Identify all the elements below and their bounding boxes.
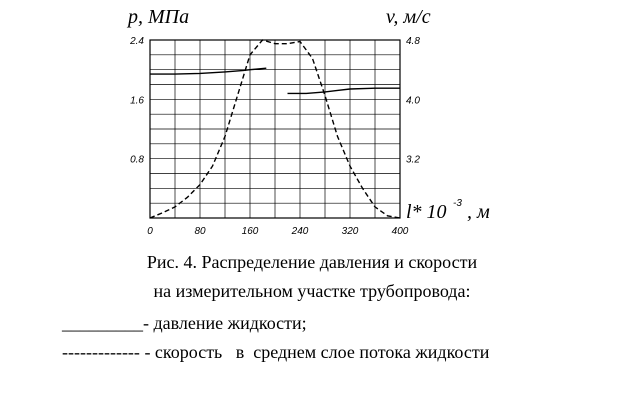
y-left-axis-title: p, МПа bbox=[128, 6, 190, 28]
x-tick-label: 160 bbox=[241, 226, 259, 237]
x-tick-label: 80 bbox=[194, 226, 206, 237]
y-right-tick-label: 3.2 bbox=[406, 154, 420, 166]
figure-caption-line-2: на измерительном участке трубопровода: bbox=[153, 281, 471, 301]
x-tick-label: 320 bbox=[341, 226, 359, 237]
y-left-tick-label: 1.6 bbox=[130, 95, 144, 107]
legend-velocity-text: - скорость в среднем слое потока жидкости bbox=[139, 342, 490, 362]
pressure-line-2 bbox=[288, 88, 401, 93]
legend-pressure-symbol: _________ bbox=[62, 313, 143, 333]
pressure-line-1 bbox=[150, 68, 266, 74]
x-tick-label: 240 bbox=[291, 226, 309, 237]
y-left-tick-label: 2.4 bbox=[130, 36, 144, 47]
legend-velocity-symbol: ------------- bbox=[62, 342, 140, 362]
x-tick-label: 0 bbox=[147, 226, 153, 237]
y-left-tick-label: 0.8 bbox=[130, 154, 144, 166]
legend-pressure bbox=[62, 313, 307, 334]
x-axis-title: l* 10 bbox=[406, 201, 447, 223]
grid bbox=[150, 40, 400, 218]
x-axis-title-exponent: -3 bbox=[453, 198, 462, 209]
y-right-tick-label: 4.8 bbox=[406, 36, 420, 47]
y-right-axis-title: v, м/с bbox=[386, 6, 431, 28]
legend-velocity bbox=[62, 342, 489, 363]
x-tick-label: 400 bbox=[391, 226, 409, 237]
x-axis-title-unit: , м bbox=[467, 201, 490, 223]
figure-caption-line-1: Рис. 4. Распределение давления и скорости bbox=[146, 252, 478, 272]
y-right-tick-label: 4.0 bbox=[406, 95, 420, 107]
legend-pressure-text: - давление жидкости; bbox=[143, 313, 307, 333]
